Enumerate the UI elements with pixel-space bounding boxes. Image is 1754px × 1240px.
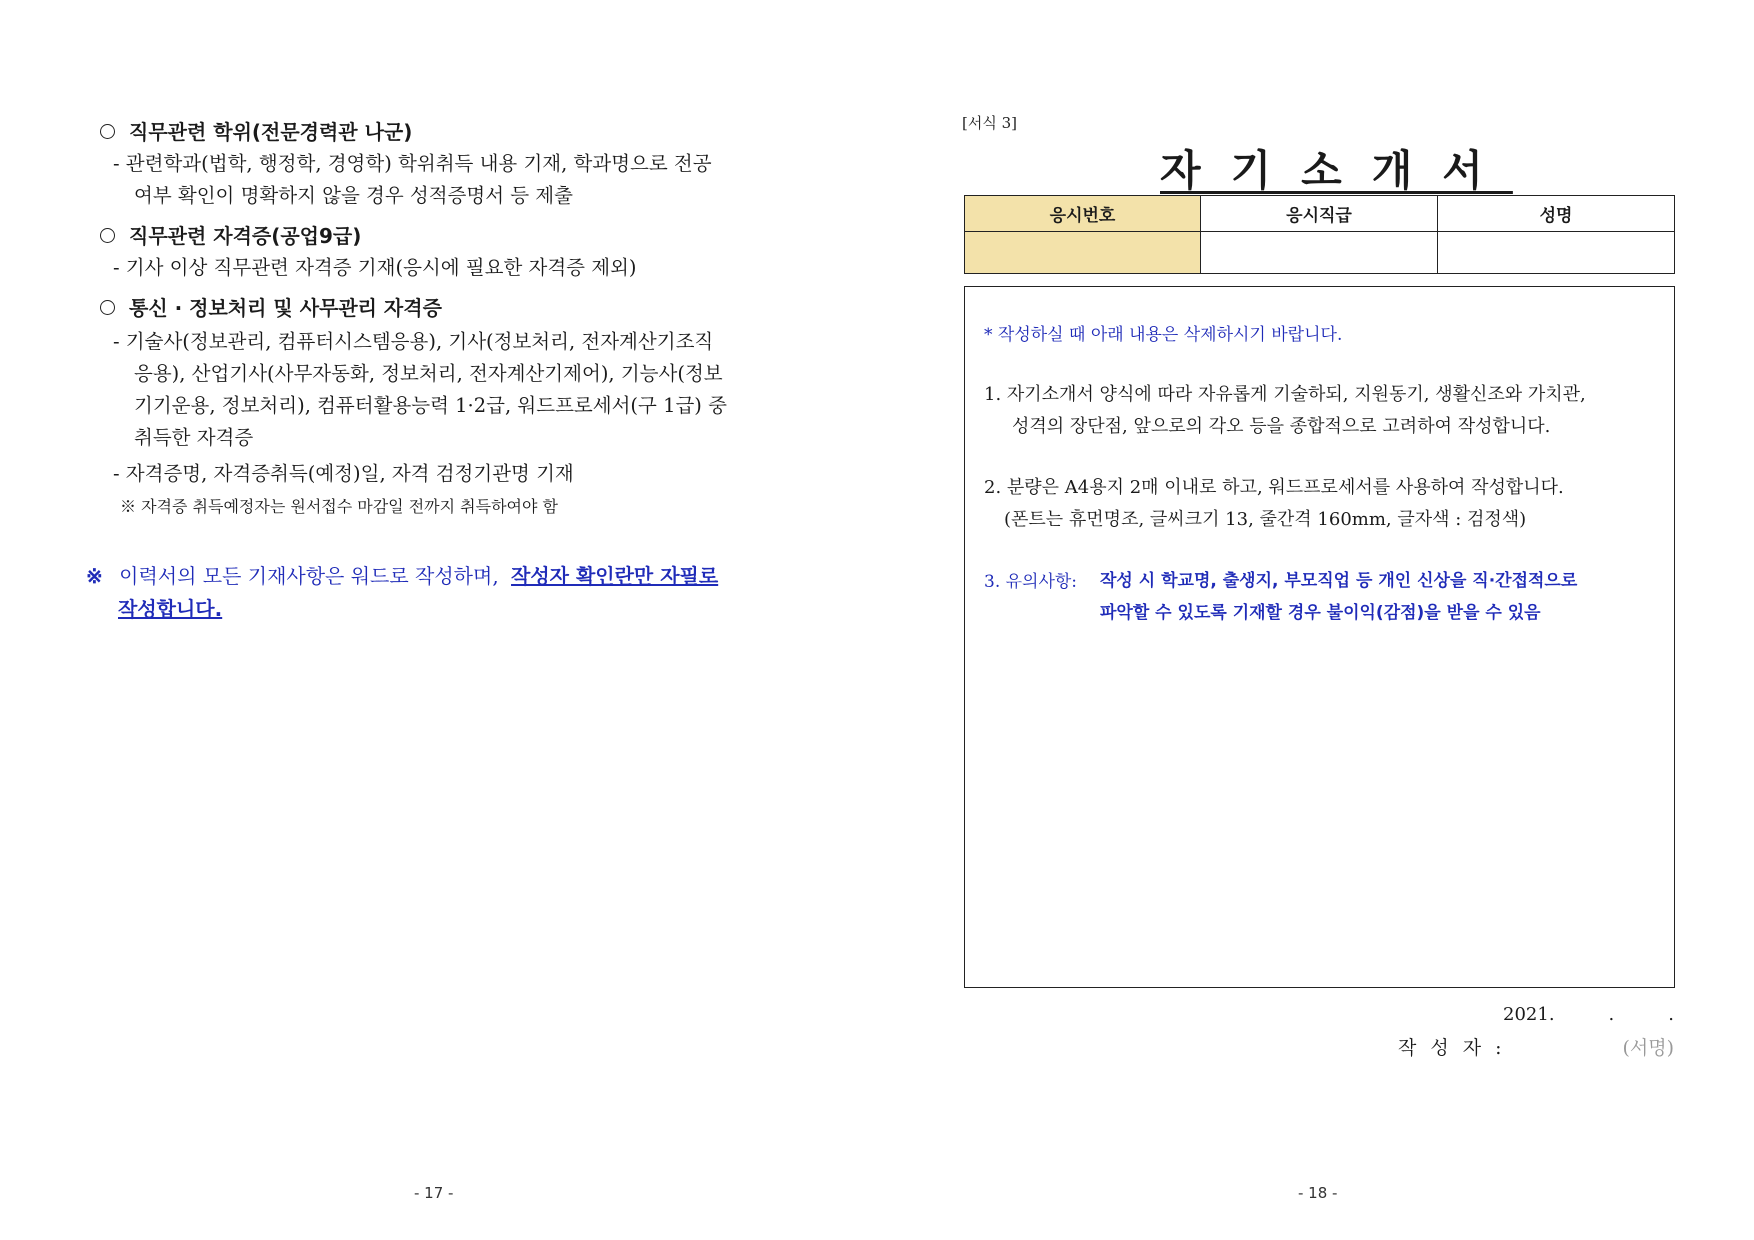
document-title: 자기소개서 <box>1160 146 1513 195</box>
body-line: 여부 확인이 명확하지 않을 경우 성적증명서 등 제출 <box>134 184 573 207</box>
form-label: [서식 3] <box>962 114 1017 132</box>
date-line: 2021. . . <box>1503 1004 1674 1025</box>
reference-mark-icon: ※ <box>86 564 103 588</box>
circle-bullet-icon <box>100 228 115 243</box>
page-number: - 17 - <box>414 1184 454 1202</box>
signature-placeholder[interactable]: (서명) <box>1622 1037 1674 1059</box>
body-line: - 자격증명, 자격증취득(예정)일, 자격 검정기관명 기재 <box>113 462 574 485</box>
instruction-item-3-label: 3. 유의사항: <box>984 572 1078 592</box>
notice-emphasis: 작성자 확인란만 자필로 <box>511 564 719 588</box>
instruction-note: * 작성하실 때 아래 내용은 삭제하시기 바랍니다. <box>984 325 1343 345</box>
section-title-text: 직무관련 자격증(공업9급) <box>129 224 362 248</box>
notice-text: 이력서의 모든 기재사항은 워드로 작성하며, <box>119 564 499 588</box>
section-title-it-certificate <box>100 292 442 321</box>
instruction-item-3-line-2: 파악할 수 있도록 기재할 경우 불이익(감점)을 받을 수 있음 <box>1100 603 1541 623</box>
body-line: - 관련학과(법학, 행정학, 경영학) 학위취득 내용 기재, 학과명으로 전공 <box>113 152 712 175</box>
table-header-row <box>965 196 1675 232</box>
instruction-item-1-line-2: 성격의 장단점, 앞으로의 각오 등을 종합적으로 고려하여 작성합니다. <box>1012 416 1551 437</box>
section-title-text: 직무관련 학위(전문경력관 나군) <box>129 120 413 144</box>
header-grade: 응시직급 <box>1201 196 1438 232</box>
header-exam-number: 응시번호 <box>965 196 1201 232</box>
header-name: 성명 <box>1438 196 1675 232</box>
body-line: - 기술사(정보관리, 컴퓨터시스템응용), 기사(정보처리, 전자계산기조직 <box>113 330 714 353</box>
body-line: 응용), 산업기사(사무자동화, 정보처리, 전자계산기제어), 기능사(정보 <box>134 362 723 385</box>
grade-field[interactable] <box>1201 232 1438 274</box>
body-line: 기기운용, 정보처리), 컴퓨터활용능력 1·2급, 워드프로세서(구 1급) 중 <box>134 394 727 417</box>
instruction-item-2-line-2: (폰트는 휴먼명조, 글씨크기 13, 줄간격 160mm, 글자색 : 검정색) <box>1004 509 1527 530</box>
notice-line-2 <box>118 593 222 622</box>
author-label: 작 성 자 : <box>1398 1037 1506 1059</box>
name-field[interactable] <box>1438 232 1675 274</box>
notice-line-1 <box>86 560 718 589</box>
body-line: - 기사 이상 직무관련 자격증 기재(응시에 필요한 자격증 제외) <box>113 256 637 279</box>
body-line: 취득한 자격증 <box>134 426 254 449</box>
instruction-item-2-line-1: 2. 분량은 A4용지 2매 이내로 하고, 워드프로세서를 사용하여 작성합니다. <box>984 477 1564 498</box>
applicant-info-table <box>964 195 1675 274</box>
exam-number-field[interactable] <box>965 232 1201 274</box>
section-title-text: 통신 · 정보처리 및 사무관리 자격증 <box>129 296 442 320</box>
circle-bullet-icon <box>100 300 115 315</box>
page-number: - 18 - <box>1298 1184 1338 1202</box>
instruction-item-1-line-1: 1. 자기소개서 양식에 따라 자유롭게 기술하되, 지원동기, 생활신조와 가치관, <box>984 384 1586 405</box>
notice-emphasis: 작성합니다. <box>118 597 223 621</box>
section-title-degree <box>100 116 412 145</box>
circle-bullet-icon <box>100 124 115 139</box>
table-input-row <box>965 232 1675 274</box>
section-title-certificate <box>100 220 361 249</box>
instruction-item-3-line-1: 작성 시 학교명, 출생지, 부모직업 등 개인 신상을 직·간접적으로 <box>1100 571 1578 591</box>
note-line: ※ 자격증 취득예정자는 원서접수 마감일 전까지 취득하여야 함 <box>120 497 559 516</box>
